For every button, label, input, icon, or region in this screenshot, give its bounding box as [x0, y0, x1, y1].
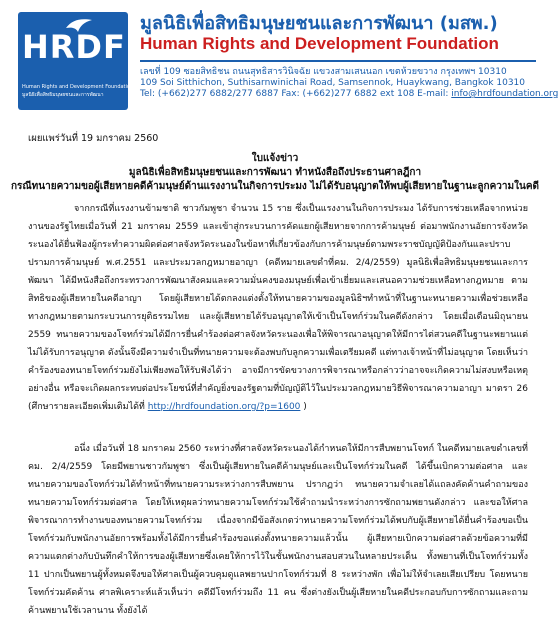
contact-line — [140, 89, 558, 100]
logo-caption-en: Human Rights and Development Foundation — [22, 84, 134, 90]
doc-subtitle: มูลนิธิเพื่อสิทธิมนุษยชนและการพัฒนา ทำหนังสือถึงประธานศาลฎีกา — [128, 167, 422, 178]
header-divider — [140, 60, 536, 62]
org-name-thai: มูลนิธิเพื่อสิทธิมนุษยชนและการพัฒนา (มสพ.) — [140, 13, 498, 34]
paragraph-1-text: จากกรณีที่แรงงานข้ามชาติ ชาวกัมพูชา จำนวน 15 ราย ซึ่งเป็นแรงงานในกิจการประมง ได้รับการช่วยเหลือจากหน่วยงานของรัฐไทยเมื่อวันที่ 21 มกราคม 2559 และเข้าสู่กระบวนการคัดแยกผู้เสียหายจากการค้ามนุษย์ ต่อมาพนักงานอัยการจังหวัดระนองได้ยื่นฟ้องผู้กระทำความผิดต่อศาลจังหวัดระนองในข้อหาที่เกี่ยวข้องกับการค้ามนุษย์ตามพระราชบัญญัติป้องกันและปราบปรามการค้ามนุษย์ พ.ศ.2551 และประมวลกฎหมายอาญา (คดีหมายเลขดำที่คม. 2/4/2559) มูลนิธิเพื่อสิทธิมนุษยชนและการพัฒนา ได้มีหนังสือถึงกระทรวงการพัฒนาสังคมและความมั่นคงของมนุษย์เพื่อเข้าเยี่ยมและเสนอความช่วยเหลือทางกฎหมาย ตามสิทธิของผู้เสียหายในคดีอาญา โดยผู้เสียหายได้ตกลงแต่งตั้งให้ทนายความของมูลนิธิฯทำหน้าที่ในฐานะทนายความเพื่อช่วยเหลือทางกฎหมายตามกระบวนการยุติธรรมไทย และผู้เสียหายได้รับอนุญาตให้เข้าเป็นโจทก์ร่วมในคดีดังกล่าว โดยเมื่อเดือนมิถุนายน 2559 ทนายความของโจทก์ร่วมได้มีการยื่นคำร้องต่อศาลจังหวัดระนองเพื่อให้พิจารณาอนุญาตให้มีการไต่สวนคดีในฐานะพยานแต่ไม่ได้รับการอนุญาต ดังนั้นจึงมีความจำเป็นที่ทนายความจะต้องพบกับลูกความเพื่อเตรียมคดี แต่ทางเจ้าหน้าที่ไม่อนุญาต โดยเห็นว่าคำร้องของทนายโจทก์ร่วมยังไม่เพียงพอให้รับฟังได้ว่า อาจมีการขัดขวางการพิจารณาหรือกล่าวว่าอาจจะเกิดความไม่สงบหรือเหตุอย่างอื่น หรือจะเกิดผลกระทบต่อประโยชน์ที่สำคัญยิ่งของรัฐตามที่บัญญัติไว้ในประมวลกฎหมายวิธีพิจารณาความอาญา มาตรา 26 (ศึกษารายละเอียดเพิ่มเติมได้ที่ — [28, 204, 528, 412]
body-paragraph-1 — [28, 200, 528, 426]
reference-link[interactable]: http://hrdfoundation.org/?p=1600 — [147, 402, 301, 412]
address-english: 109 Soi Sitthichon, Suthisarnwinichai Road, Samsennok, Huaykwang, Bangkok 10310 — [140, 78, 525, 88]
address-thai: เลขที่ 109 ซอยสิทธิชน ถนนสุทธิสารวินิจฉัย แขวงสามเสนนอก เขตห้วยขวาง กรุงเทพฯ 10310 — [140, 67, 507, 77]
body-paragraph-2: อนึ่ง เมื่อวันที่ 18 มกราคม 2560 ระหว่างที่ศาลจังหวัดระนองได้กำหนดให้มีการสืบพยานโจทก์ ในคดีหมายเลขดำเลขที่คม. 2/4/2559 โดยมีพยานชาวกัมพูชา ซึ่งเป็นผู้เสียหายในคดีค้ามนุษย์และเป็นโจทก์ร่วมในคดี ได้ขึ้นเบิกความต่อศาล และทนายความของโจทก์ร่วมได้ทำหน้าที่ทนายความระหว่างการสืบพยาน ปรากฏว่า ทนายความจำเลยได้แถลงคัดค้านคำถามของทนายความโจทก์ร่วมต่อศาล โดยให้เหตุผลว่าทนายความโจทก์ร่วมใช้คำถามนำระหว่างการซักถามพยานดังกล่าว และขอให้ศาลพิจารณาการทำงานของทนายความโจทก์ร่วม เนื่องจากมีข้อสังเกตว่าทนายความโจทก์ร่วมได้พบกับผู้เสียหายได้ยื่นคำร้องขอเป็นโจทก์ร่วมกับพนักงานอัยการพร้อมทั้งได้มีการยื่นคำร้องขอแต่งตั้งทนายความแล้วนั้น ผู้เสียหายเบิกความต่อศาลด้วยข้อความที่มีความแตกต่างกับบันทึกคำให้การของผู้เสียหายซึ่งเคยให้การไว้ในชั้นพนักงานสอบสวนในหลายประเด็น ทั้งพยานที่เป็นโจทก์ร่วมทั้ง 11 ปากเป็นพยานผู้ทั้งหมดจึงขอให้ศาลเป็นผู้ควบคุมดูแลพยานปากโจทก์ร่วมที่ 8 ระหว่างพัก เพื่อไม่ให้จำเลยเสียเปรียบ โดยทนายโจทก์ร่วมคัดค้าน ศาลพิเคราะห์แล้วเห็นว่า คดีมีโจทก์ร่วมถึง 11 คน ซึ่งต่างยังเป็นผู้เสียหายในคดีประกอบกับการซักถามและถามค้านพยานใช้เวลานาน ทั้งยังได้ — [28, 444, 528, 616]
hrdf-logo — [18, 12, 134, 110]
doc-title: ใบแจ้งข่าว — [251, 153, 299, 164]
logo-letters: HRDF — [22, 28, 126, 66]
email-link[interactable]: info@hrdfoundation.org — [451, 89, 558, 99]
logo-caption-th: มูลนิธิเพื่อสิทธิมนุษยชนและการพัฒนา — [22, 92, 104, 98]
org-name-english: Human Rights and Development Foundation — [140, 34, 499, 53]
doc-subtitle-2: กรณีทนายความขอผู้เสียหายคดีค้ามนุษย์ด้านแรงงานในกิจการประมง ไม่ได้รับอนุญาตให้พบผู้เสียหายในฐานะลูกความในคดี — [10, 181, 540, 192]
contact-numbers: Tel: (+662)277 6882/277 6887 Fax: (+662)277 6882 ext 108 E-mail: — [140, 89, 452, 99]
publish-date: เผยแพร่วันที่ 19 มกราคม 2560 — [28, 133, 159, 144]
paragraph-1-end: ) — [300, 402, 307, 412]
